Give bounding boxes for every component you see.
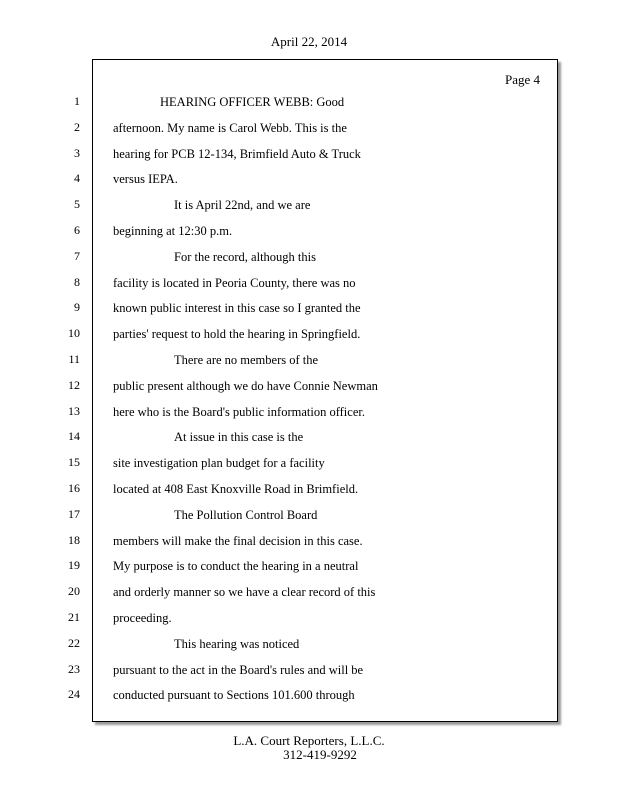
line-number: 13 (68, 403, 80, 418)
transcript-line: proceeding. (113, 611, 172, 625)
line-number: 15 (68, 455, 80, 470)
line-number: 1 (74, 94, 80, 108)
transcript-line: This hearing was noticed (174, 636, 300, 651)
line-number: 20 (68, 584, 80, 599)
line-number: 14 (68, 429, 80, 444)
transcript-page (92, 59, 558, 722)
transcript-line: hearing for PCB 12-134, Brimfield Auto & Truck (113, 146, 361, 161)
transcript-line: public present although we do have Connie Newman (113, 378, 378, 393)
line-number: 2 (74, 119, 80, 134)
line-number: 18 (68, 532, 80, 547)
line-number: 24 (68, 687, 80, 702)
line-number: 7 (74, 248, 80, 263)
transcript-line: located at 408 East Knoxville Road in Brimfield. (113, 482, 359, 496)
transcript-line: My purpose is to conduct the hearing in a neutral (113, 559, 359, 574)
transcript-line: versus IEPA. (113, 172, 178, 187)
page-number: Page 4 (504, 72, 540, 87)
line-number: 19 (68, 558, 80, 573)
line-number: 17 (68, 506, 80, 521)
transcript-line: At issue in this case is the (174, 430, 304, 445)
transcript-line: pursuant to the act in the Board's rules and will be (113, 662, 364, 677)
transcript-date: April 22, 2014 (270, 34, 348, 49)
transcript-line: parties' request to hold the hearing in Springfield. (113, 327, 361, 342)
line-number: 10 (68, 326, 80, 341)
transcript-line: The Pollution Control Board (174, 507, 318, 522)
transcript-line: facility is located in Peoria County, there was no (113, 275, 356, 290)
line-number: 4 (74, 171, 80, 186)
transcript-line: afternoon. My name is Carol Webb. This is the (113, 120, 347, 135)
line-number: 16 (68, 481, 80, 495)
transcript-line: here who is the Board's public information officer. (113, 404, 365, 419)
transcript-line: It is April 22nd, and we are (174, 198, 311, 213)
transcript-line: conducted pursuant to Sections 101.600 through (113, 688, 355, 703)
line-number: 12 (68, 377, 80, 392)
line-number: 23 (68, 661, 80, 676)
court-reporter-name: L.A. Court Reporters, L.L.C. (233, 733, 385, 748)
transcript-line: For the record, although this (174, 249, 316, 264)
line-number: 8 (74, 274, 80, 289)
transcript-line: and orderly manner so we have a clear record of this (113, 585, 376, 600)
line-number: 22 (68, 635, 80, 650)
transcript-line: There are no members of the (174, 353, 319, 367)
line-number: 6 (74, 223, 80, 237)
line-number: 5 (74, 197, 80, 212)
transcript-line: HEARING OFFICER WEBB: Good (160, 95, 345, 109)
transcript-line: site investigation plan budget for a facility (113, 456, 325, 471)
line-number: 3 (74, 145, 80, 160)
court-reporter-phone: 312-419-9292 (283, 747, 357, 762)
line-number: 11 (68, 352, 80, 366)
line-number: 21 (68, 610, 80, 624)
transcript-line: known public interest in this case so I granted the (113, 301, 361, 316)
line-number: 9 (74, 300, 80, 315)
transcript-line: members will make the final decision in this case. (113, 533, 363, 548)
transcript-line: beginning at 12:30 p.m. (113, 224, 233, 238)
